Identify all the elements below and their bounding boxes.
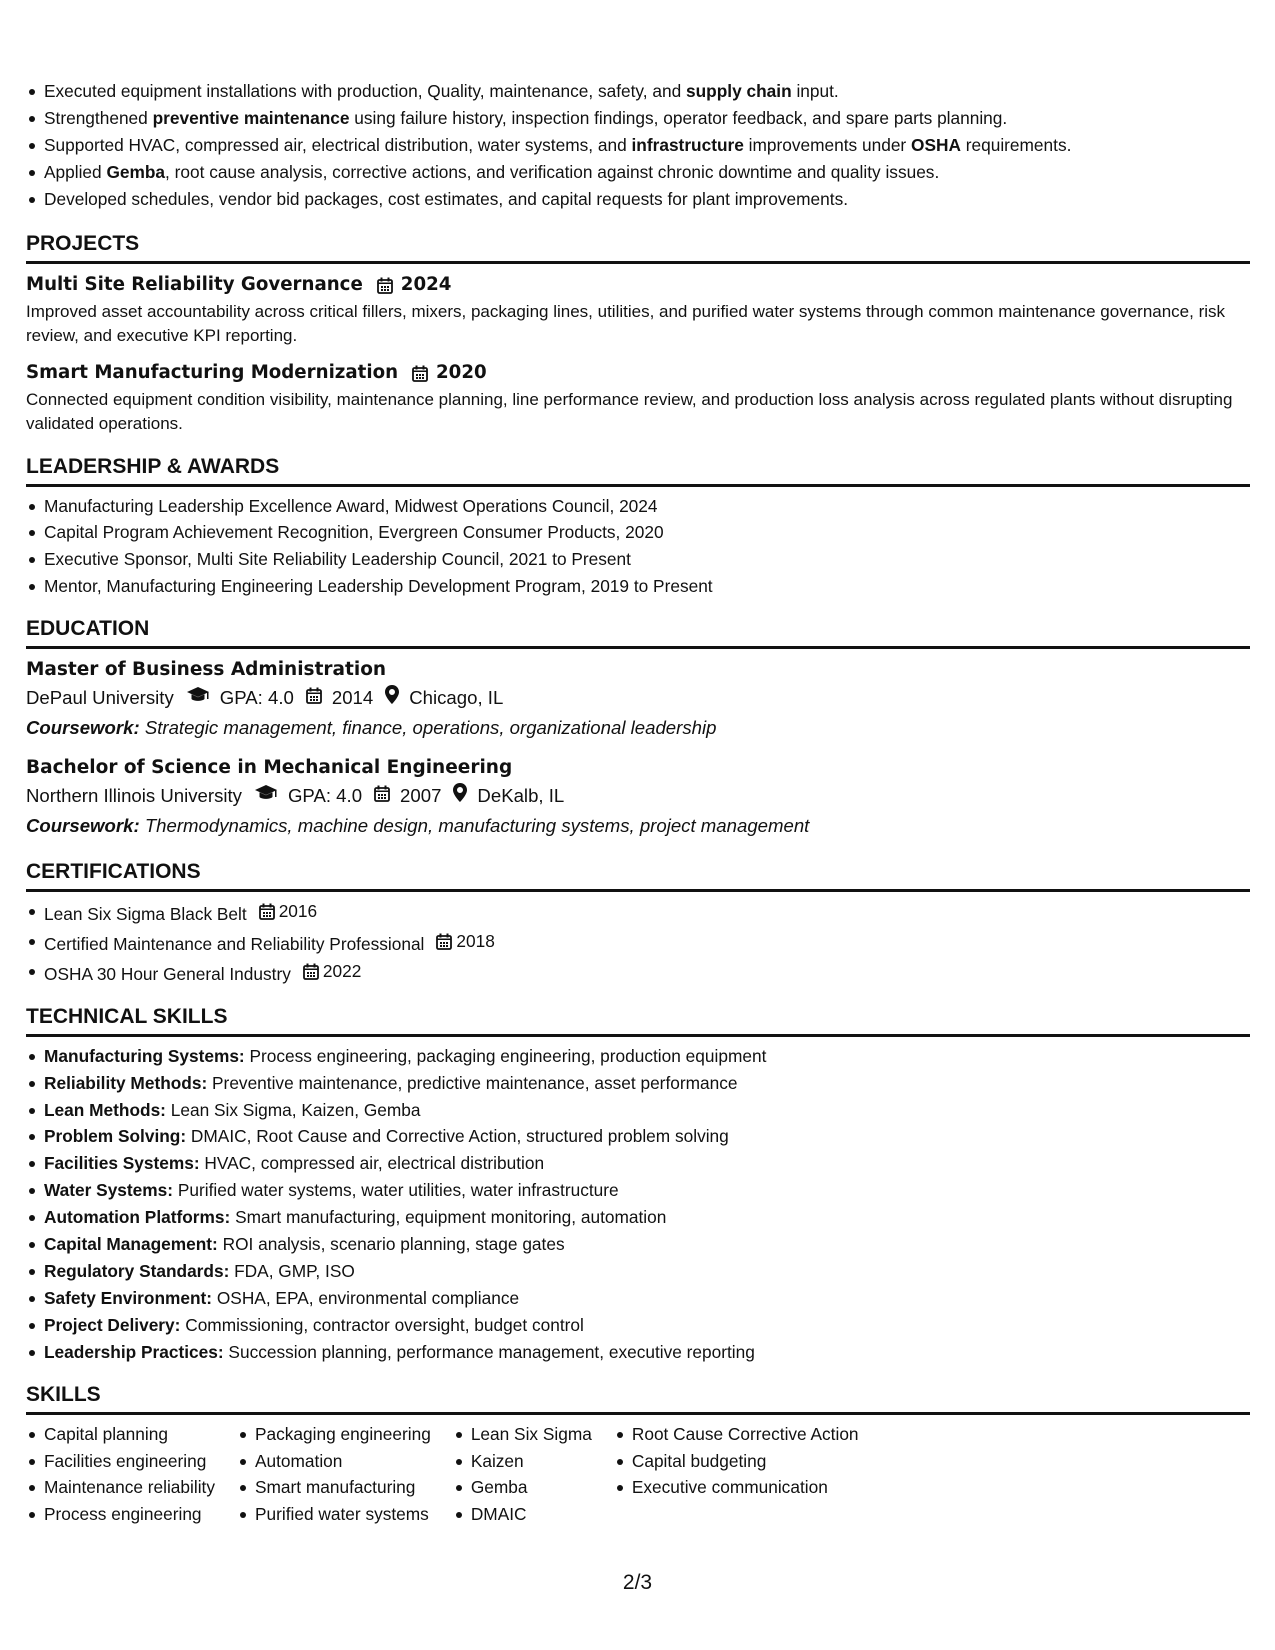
- list-item: Gemba: [453, 1474, 592, 1501]
- certification-name: Certified Maintenance and Reliability Professional: [44, 933, 425, 954]
- certifications-section: [26, 859, 1250, 988]
- degree-title: Bachelor of Science in Mechanical Engineering: [26, 757, 513, 779]
- list-item: Reliability Methods: Preventive maintenance, predictive maintenance, asset performance: [26, 1070, 1250, 1097]
- list-item: Capital Management: ROI analysis, scenario planning, stage gates: [26, 1231, 1250, 1258]
- project-description: Connected equipment condition visibility, maintenance planning, line performance review, and production loss analysis across regulated plants without disrupting validated operations.: [26, 389, 1233, 433]
- project-year: 2020: [436, 361, 487, 383]
- list-item: Applied Gemba, root cause analysis, corrective actions, and verification against chronic downtime and quality issues.: [26, 159, 1250, 186]
- project-entry: [26, 272, 1250, 348]
- section-divider: [26, 889, 1250, 892]
- list-item: Water Systems: Purified water systems, water utilities, water infrastructure: [26, 1177, 1250, 1204]
- list-item: Capital budgeting: [614, 1448, 859, 1475]
- certification-name: Lean Six Sigma Black Belt: [44, 904, 247, 925]
- certifications-list: [26, 898, 1250, 988]
- list-item: [26, 928, 1250, 958]
- list-item: Lean Six Sigma: [453, 1421, 592, 1448]
- project-description: Improved asset accountability across critical fillers, mixers, packaging lines, utilities, and purified water systems through common maintenance governance, risk review, and executive KPI reporting.: [26, 301, 1226, 345]
- calendar-icon: [259, 903, 275, 920]
- list-item: Root Cause Corrective Action: [614, 1421, 859, 1448]
- list-item: Leadership Practices: Succession planning, performance management, executive reporting: [26, 1339, 1250, 1366]
- list-item: Capital planning: [26, 1421, 215, 1448]
- section-heading: EDUCATION: [26, 617, 150, 641]
- skills-column: [237, 1421, 431, 1529]
- coursework: Coursework: Thermodynamics, machine design, manufacturing systems, project management: [26, 815, 810, 837]
- certification-year: 2018: [456, 931, 495, 952]
- list-item: Problem Solving: DMAIC, Root Cause and Corrective Action, structured problem solving: [26, 1123, 1250, 1150]
- school-location: DeKalb, IL: [477, 785, 565, 807]
- section-divider: [26, 484, 1250, 487]
- section-heading: TECHNICAL SKILLS: [26, 1004, 228, 1028]
- education-section: [26, 616, 1250, 841]
- certification-name: OSHA 30 Hour General Industry: [44, 963, 291, 984]
- list-item: Packaging engineering: [237, 1421, 431, 1448]
- list-item: Project Delivery: Commissioning, contractor oversight, budget control: [26, 1312, 1250, 1339]
- project-entry: [26, 360, 1250, 436]
- leadership-list: [26, 493, 1250, 601]
- graduation-year: 2014: [331, 687, 374, 709]
- calendar-icon: [412, 364, 428, 381]
- map-pin-icon: [453, 781, 467, 811]
- map-pin-icon: [385, 683, 399, 713]
- list-item: Automation Platforms: Smart manufacturing, equipment monitoring, automation: [26, 1204, 1250, 1231]
- list-item: Capital Program Achievement Recognition, Evergreen Consumer Products, 2020: [26, 519, 1250, 546]
- gpa: GPA: 4.0: [287, 785, 363, 807]
- calendar-icon: [374, 781, 390, 811]
- list-item: Mentor, Manufacturing Engineering Leadership Development Program, 2019 to Present: [26, 573, 1250, 600]
- section-divider: [26, 1412, 1250, 1415]
- calendar-icon: [303, 963, 319, 980]
- list-item: Lean Methods: Lean Six Sigma, Kaizen, Gemba: [26, 1097, 1250, 1124]
- section-heading: PROJECTS: [26, 231, 140, 255]
- list-item: Automation: [237, 1448, 431, 1475]
- skills-column: [26, 1421, 215, 1529]
- section-heading: CERTIFICATIONS: [26, 860, 201, 884]
- section-divider: [26, 261, 1250, 264]
- list-item: Manufacturing Leadership Excellence Award, Midwest Operations Council, 2024: [26, 493, 1250, 520]
- list-item: Purified water systems: [237, 1501, 431, 1528]
- list-item: Supported HVAC, compressed air, electrical distribution, water systems, and infrastructure improvements under OSHA requirements.: [26, 132, 1250, 159]
- list-item: Executive Sponsor, Multi Site Reliability Leadership Council, 2021 to Present: [26, 546, 1250, 573]
- list-item: Regulatory Standards: FDA, GMP, ISO: [26, 1258, 1250, 1285]
- list-item: Strengthened preventive maintenance using failure history, inspection findings, operator feedback, and spare parts planning.: [26, 105, 1250, 132]
- experience-bullets: [26, 78, 1250, 213]
- section-divider: [26, 1034, 1250, 1037]
- leadership-section: [26, 454, 1250, 601]
- list-item: [26, 898, 1250, 928]
- list-item: Facilities engineering: [26, 1448, 215, 1475]
- page-number: 2/3: [622, 1571, 653, 1594]
- list-item: Facilities Systems: HVAC, compressed air, electrical distribution: [26, 1150, 1250, 1177]
- list-item: Developed schedules, vendor bid packages, cost estimates, and capital requests for plant improvements.: [26, 186, 1250, 213]
- skills-column: [614, 1421, 859, 1529]
- section-heading: LEADERSHIP & AWARDS: [26, 454, 280, 478]
- certification-year: 2016: [278, 901, 318, 922]
- list-item: DMAIC: [453, 1501, 592, 1528]
- calendar-icon: [377, 276, 393, 293]
- list-item: Smart manufacturing: [237, 1474, 431, 1501]
- section-heading: SKILLS: [26, 1382, 101, 1406]
- project-title: Multi Site Reliability Governance: [26, 273, 363, 295]
- skills-section: [26, 1382, 1250, 1529]
- education-entry: [26, 755, 1250, 841]
- graduation-cap-icon: [186, 683, 210, 713]
- project-title: Smart Manufacturing Modernization: [26, 361, 399, 383]
- degree-title: Master of Business Administration: [26, 659, 387, 681]
- list-item: Executive communication: [614, 1474, 859, 1501]
- list-item: [26, 958, 1250, 988]
- school-location: Chicago, IL: [409, 687, 504, 709]
- projects-section: [26, 231, 1250, 436]
- calendar-icon: [436, 933, 452, 950]
- list-item: Maintenance reliability: [26, 1474, 215, 1501]
- coursework: Coursework: Strategic management, finance, operations, organizational leadership: [26, 717, 717, 739]
- list-item: Manufacturing Systems: Process engineering, packaging engineering, production equipment: [26, 1043, 1250, 1070]
- certification-year: 2022: [322, 960, 362, 981]
- education-entry: [26, 657, 1250, 743]
- gpa: GPA: 4.0: [219, 687, 294, 709]
- graduation-cap-icon: [254, 781, 278, 811]
- list-item: Safety Environment: OSHA, EPA, environmental compliance: [26, 1285, 1250, 1312]
- list-item: Process engineering: [26, 1501, 215, 1528]
- school-name: Northern Illinois University: [26, 785, 242, 807]
- project-year: 2024: [400, 273, 452, 295]
- skills-column: [453, 1421, 592, 1529]
- technical-skills-list: [26, 1043, 1250, 1366]
- graduation-year: 2007: [400, 785, 442, 807]
- school-name: DePaul University: [26, 687, 174, 709]
- technical-skills-section: [26, 1004, 1250, 1366]
- skills-grid: [26, 1421, 1250, 1529]
- calendar-icon: [306, 683, 322, 713]
- resume-page: [26, 78, 1250, 1528]
- list-item: Executed equipment installations with production, Quality, maintenance, safety, and supply chain input.: [26, 78, 1250, 105]
- section-divider: [26, 646, 1250, 649]
- list-item: Kaizen: [453, 1448, 592, 1475]
